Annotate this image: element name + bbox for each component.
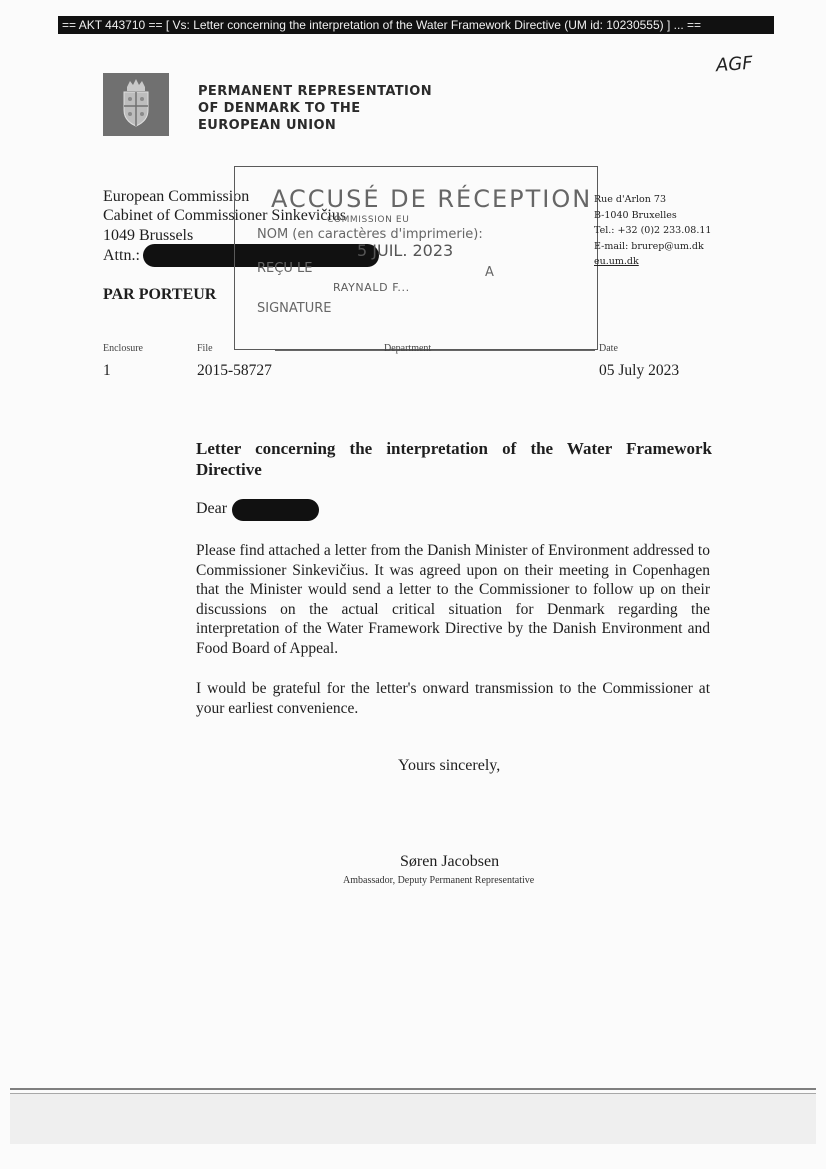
file-value: 2015-58727 (197, 362, 272, 379)
closing: Yours sincerely, (398, 757, 501, 774)
redaction-bar (232, 499, 319, 521)
stamp-title: ACCUSÉ DE RÉCEPTION (271, 185, 593, 213)
organization-name (198, 83, 432, 134)
stamp-received-on: REÇU LE (257, 261, 313, 276)
stamp-signature-label: SIGNATURE (257, 301, 332, 316)
contact-street: Rue d'Arlon 73 (594, 194, 666, 205)
file-label: File (197, 343, 213, 354)
org-line-1: PERMANENT REPRESENTATION (198, 84, 433, 99)
contact-city: B-1040 Bruxelles (594, 209, 677, 221)
handwritten-note: AGF (715, 52, 754, 77)
scan-line (10, 1088, 816, 1090)
body-paragraph-1: Please find attached a letter from the Danish Minister of Environment addressed to Commissioner Sinkevičius. It was agreed upon on their meeting in Copenhagen that the Minister would send a letter to the Commissioner to follow up on their discussions on the actual critical situation for Denmark regarding the interpretation of the Water Framework Directive by the Danish Environment and Food Board of Appeal. (196, 542, 710, 657)
document-header-bar: == AKT 443710 == [ Vs: Letter concerning the interpretation of the Water Framework Directive (UM id: 10230555) ] ... == (58, 16, 774, 34)
stamp-receiver: RAYNALD F... (333, 281, 410, 294)
department-label: Department (384, 343, 432, 354)
salutation: Dear (196, 500, 228, 517)
scan-artifact-band (10, 1094, 816, 1144)
contact-email[interactable]: E-mail: brurep@um.dk (594, 240, 704, 252)
recipient-line-2: Cabinet of Commissioner Sinkevičius (103, 207, 347, 224)
contact-phone: Tel.: +32 (0)2 233.08.11 (594, 225, 712, 236)
enclosure-value: 1 (103, 362, 111, 379)
recipient-line-3: 1049 Brussels (103, 227, 194, 244)
signatory-title: Ambassador, Deputy Permanent Representative (343, 875, 535, 886)
org-line-3: EUROPEAN UNION (198, 118, 337, 133)
danish-crest-logo (103, 73, 169, 136)
stamp-commission: COMMISSION EU (327, 215, 410, 225)
stamp-a: A (485, 265, 494, 280)
body-paragraph-2: I would be grateful for the letter's onward transmission to the Commissioner at your earliest convenience. (196, 680, 710, 717)
delivery-method: PAR PORTEUR (103, 286, 217, 303)
date-label: Date (599, 343, 618, 354)
contact-block (594, 192, 711, 270)
contact-website-link[interactable]: eu.um.dk (594, 256, 639, 267)
letter-subject: Letter concerning the interpretation of the Water Framework Directive (196, 439, 712, 479)
attention-label: Attn.: (103, 247, 140, 264)
receipt-stamp (234, 166, 598, 350)
recipient-line-1: European Commission (103, 188, 250, 205)
enclosure-label: Enclosure (103, 343, 143, 354)
stamp-date: 5 JUIL. 2023 (357, 241, 454, 260)
stamp-name-label: NOM (en caractères d'imprimerie): (257, 227, 483, 242)
department-rule (275, 350, 595, 351)
org-line-2: OF DENMARK TO THE (198, 101, 361, 116)
signatory-name: Søren Jacobsen (400, 853, 500, 870)
crest-icon (103, 73, 169, 136)
date-value: 05 July 2023 (599, 362, 680, 379)
